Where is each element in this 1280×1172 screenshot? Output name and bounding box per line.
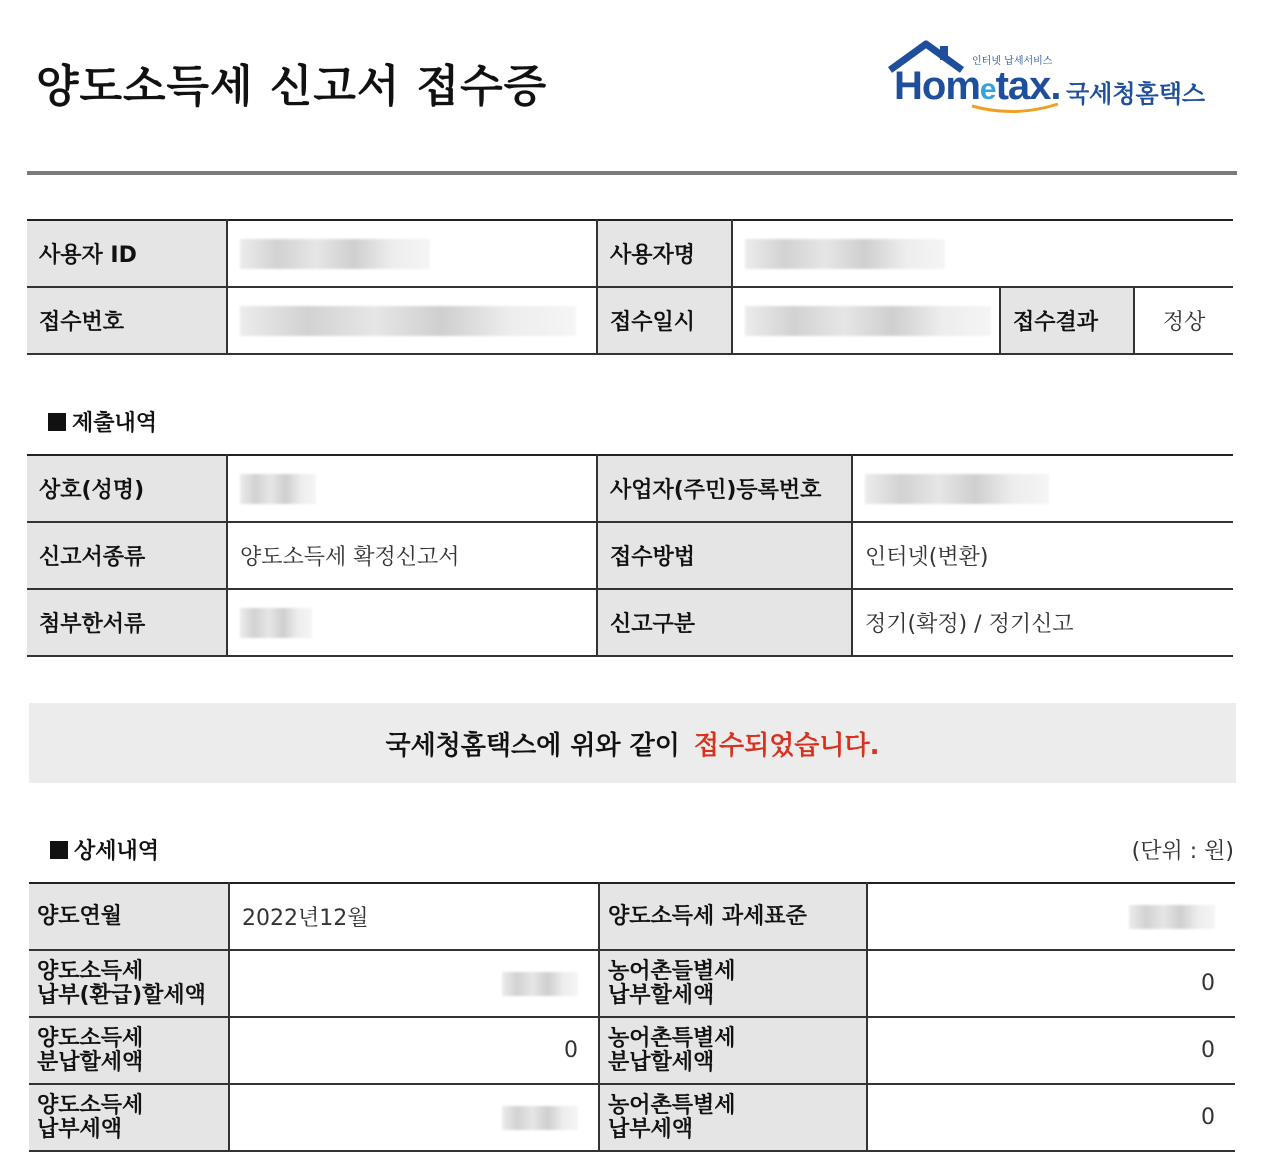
table-row xyxy=(27,287,1233,354)
payable-tax-value xyxy=(229,950,599,1017)
logo-tagline: 인터넷 납세서비스 xyxy=(972,56,1053,67)
detail-section-label: 상세내역 xyxy=(74,839,160,864)
submission-section-title xyxy=(48,406,157,437)
payable-tax-label xyxy=(29,950,229,1017)
paid-tax-label xyxy=(29,1084,229,1151)
rural-payable-label-line2: 납부할세액 xyxy=(608,982,715,1008)
redacted-reg-no xyxy=(865,474,1049,504)
attached-docs-label: 첨부한서류 xyxy=(27,589,227,656)
receipt-method-label: 접수방법 xyxy=(597,522,852,589)
report-class-label: 신고구분 xyxy=(597,589,852,656)
receipt-result-label: 접수결과 xyxy=(1000,287,1134,354)
report-type-value: 양도소득세 확정신고서 xyxy=(227,522,597,589)
rural-payable-value: 0 xyxy=(867,950,1235,1017)
table-row xyxy=(27,220,1233,287)
title-divider xyxy=(27,171,1237,175)
report-class-value: 정기(확정) / 정기신고 xyxy=(852,589,1233,656)
receipt-date-label: 접수일시 xyxy=(597,287,732,354)
user-name-label: 사용자명 xyxy=(597,220,732,287)
user-id-value xyxy=(227,220,597,287)
rural-installment-label-line1: 농어촌특별세 xyxy=(608,1025,736,1051)
reg-no-label: 사업자(주민)등록번호 xyxy=(597,455,852,522)
redacted-receipt-no xyxy=(240,306,576,336)
detail-table xyxy=(29,882,1235,1152)
user-id-label: 사용자 ID xyxy=(27,220,227,287)
banner-text: 국세청홈택스에 위와 같이 xyxy=(385,730,680,761)
rural-paid-label xyxy=(599,1084,867,1151)
logo-brand-main: Hom xyxy=(894,64,980,108)
receipt-no-value xyxy=(227,287,597,354)
receipt-confirmation-banner xyxy=(29,703,1236,783)
payable-tax-label-line1: 양도소득세 xyxy=(37,958,144,984)
logo-brand-e: e xyxy=(979,73,996,106)
table-row xyxy=(27,522,1233,589)
rural-paid-label-line1: 농어촌특별세 xyxy=(608,1092,736,1118)
submission-table xyxy=(27,454,1233,657)
square-bullet-icon xyxy=(48,413,66,431)
redacted-attached-docs xyxy=(240,608,312,638)
rural-installment-label-line2: 분납할세액 xyxy=(608,1049,715,1075)
user-name-value xyxy=(732,220,1233,287)
logo-swoosh-icon xyxy=(970,102,1060,116)
square-bullet-icon xyxy=(50,841,68,859)
report-type-label: 신고서종류 xyxy=(27,522,227,589)
unit-note: (단위 : 원) xyxy=(1131,839,1234,864)
reg-no-value xyxy=(852,455,1233,522)
receipt-result-value: 정상 xyxy=(1134,287,1233,354)
receipt-date-value xyxy=(732,287,1000,354)
logo-brand-tail: tax. xyxy=(995,64,1061,108)
table-row xyxy=(29,950,1235,1017)
redacted-trade-name xyxy=(240,474,316,504)
rural-payable-label xyxy=(599,950,867,1017)
rural-paid-label-line2: 납부세액 xyxy=(608,1116,694,1142)
installment-tax-label xyxy=(29,1017,229,1084)
transfer-month-value: 2022년12월 xyxy=(229,883,599,950)
table-row xyxy=(27,589,1233,656)
rural-paid-value: 0 xyxy=(867,1084,1235,1151)
banner-highlight: 접수되었습니다. xyxy=(693,730,880,761)
redacted-paid-tax xyxy=(502,1106,578,1130)
redacted-tax-base xyxy=(1129,905,1215,929)
rural-installment-label xyxy=(599,1017,867,1084)
trade-name-value xyxy=(227,455,597,522)
receipt-method-value: 인터넷(변환) xyxy=(852,522,1233,589)
table-row xyxy=(29,1017,1235,1084)
installment-tax-label-line2: 분납할세액 xyxy=(37,1049,144,1075)
transfer-month-label: 양도연월 xyxy=(29,883,229,950)
logo-brand-korean: 국세청홈택스 xyxy=(1066,80,1206,108)
detail-section-title xyxy=(50,834,159,865)
user-info-table xyxy=(27,219,1233,355)
submission-section-label: 제출내역 xyxy=(72,411,158,436)
rural-payable-label-line1: 농어촌들별세 xyxy=(608,958,736,984)
page-title: 양도소득세 신고서 접수증 xyxy=(36,61,548,112)
payable-tax-label-line2: 납부(환급)할세액 xyxy=(37,982,206,1008)
redacted-receipt-date xyxy=(745,306,991,336)
paid-tax-value xyxy=(229,1084,599,1151)
receipt-no-label: 접수번호 xyxy=(27,287,227,354)
table-row xyxy=(29,1084,1235,1151)
paid-tax-label-line2: 납부세액 xyxy=(37,1116,123,1142)
redacted-user-name xyxy=(745,239,945,269)
redacted-user-id xyxy=(240,239,430,269)
table-row xyxy=(29,883,1235,950)
attached-docs-value xyxy=(227,589,597,656)
trade-name-label: 상호(성명) xyxy=(27,455,227,522)
rural-installment-value: 0 xyxy=(867,1017,1235,1084)
hometax-logo xyxy=(880,40,1210,120)
paid-tax-label-line1: 양도소득세 xyxy=(37,1092,144,1118)
tax-base-value xyxy=(867,883,1235,950)
redacted-payable-tax xyxy=(502,972,578,996)
installment-tax-value: 0 xyxy=(229,1017,599,1084)
tax-base-label: 양도소득세 과세표준 xyxy=(599,883,867,950)
installment-tax-label-line1: 양도소득세 xyxy=(37,1025,144,1051)
table-row xyxy=(27,455,1233,522)
